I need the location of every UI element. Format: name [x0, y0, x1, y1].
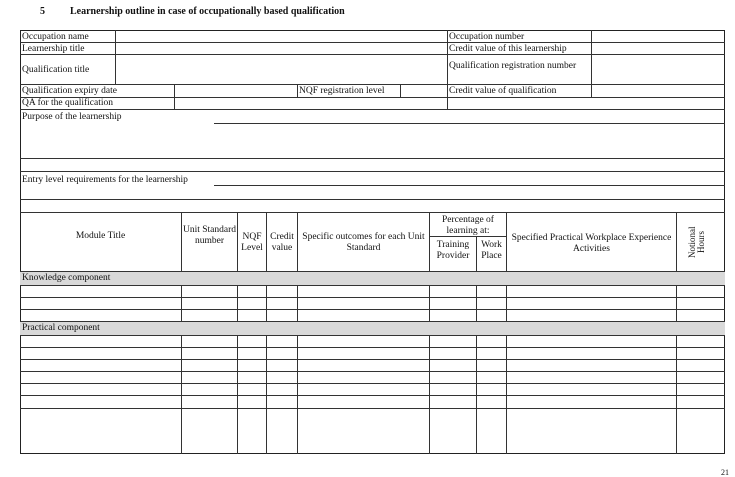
- header-workplace-activities: Specified Practical Workplace Experience Activities: [511, 233, 672, 254]
- rule: [20, 84, 725, 85]
- practical-band: [20, 322, 725, 335]
- header-notional-hours: Notional Hours: [687, 226, 706, 258]
- rule: [20, 271, 725, 272]
- table-row: [20, 371, 725, 372]
- writing-line: [214, 123, 725, 124]
- rule: [591, 30, 592, 97]
- table-row: [20, 395, 725, 396]
- section-number: 5: [40, 6, 45, 17]
- rule: [20, 335, 725, 336]
- header-credit-value: Credit value: [270, 232, 294, 253]
- practical-component-label: Practical component: [22, 323, 100, 333]
- qualification-expiry-date-label: Qualification expiry date: [22, 86, 117, 96]
- knowledge-component-label: Knowledge component: [22, 273, 111, 283]
- table-row: [20, 297, 725, 298]
- rule: [447, 30, 448, 109]
- rule: [20, 54, 725, 55]
- header-work-place: Work Place: [481, 240, 502, 261]
- qualification-registration-number-label: Qualification registration number: [449, 61, 577, 71]
- credit-value-learnership-label: Credit value of this learnership: [449, 44, 567, 54]
- nqf-registration-level-label: NQF registration level: [299, 86, 385, 96]
- rule: [20, 212, 725, 213]
- rule: [20, 285, 725, 286]
- rule: [297, 84, 298, 97]
- header-nqf-level: NQF Level: [241, 232, 263, 253]
- header-training-provider: Training Provider: [436, 240, 470, 261]
- rule: [20, 97, 725, 98]
- rule: [20, 42, 725, 43]
- table-row: [20, 408, 725, 409]
- header-unit-standard-number: Unit Standard number: [182, 225, 237, 246]
- table-row: [20, 347, 725, 348]
- section-title: Learnership outline in case of occupationally based qualification: [70, 6, 345, 17]
- purpose-label: Purpose of the learnership: [22, 112, 122, 122]
- rule: [174, 84, 175, 109]
- rule: [20, 171, 725, 172]
- writing-line: [214, 185, 725, 186]
- page-number: 21: [721, 468, 729, 477]
- header-specific-outcomes: Specific outcomes for each Unit Standard: [302, 232, 425, 253]
- credit-value-qualification-label: Credit value of qualification: [449, 86, 557, 96]
- rule: [115, 30, 116, 85]
- rule: [400, 84, 401, 97]
- writing-line: [20, 158, 725, 159]
- table-row: [20, 359, 725, 360]
- qa-qualification-label: QA for the qualification: [22, 98, 114, 108]
- occupation-name-label: Occupation name: [22, 32, 89, 42]
- header-module-title: Module Title: [75, 231, 126, 241]
- learnership-title-label: Learnership title: [22, 44, 85, 54]
- table-row: [20, 309, 725, 310]
- qualification-title-label: Qualification title: [22, 65, 90, 75]
- writing-line: [20, 199, 725, 200]
- entry-requirements-label: Entry level requirements for the learnership: [22, 175, 188, 185]
- column-line: [476, 236, 477, 454]
- occupation-number-label: Occupation number: [449, 32, 525, 42]
- knowledge-band: [20, 271, 725, 285]
- table-row: [20, 383, 725, 384]
- header-percentage-learning: Percentage of learning at:: [442, 215, 494, 236]
- rule: [20, 109, 725, 110]
